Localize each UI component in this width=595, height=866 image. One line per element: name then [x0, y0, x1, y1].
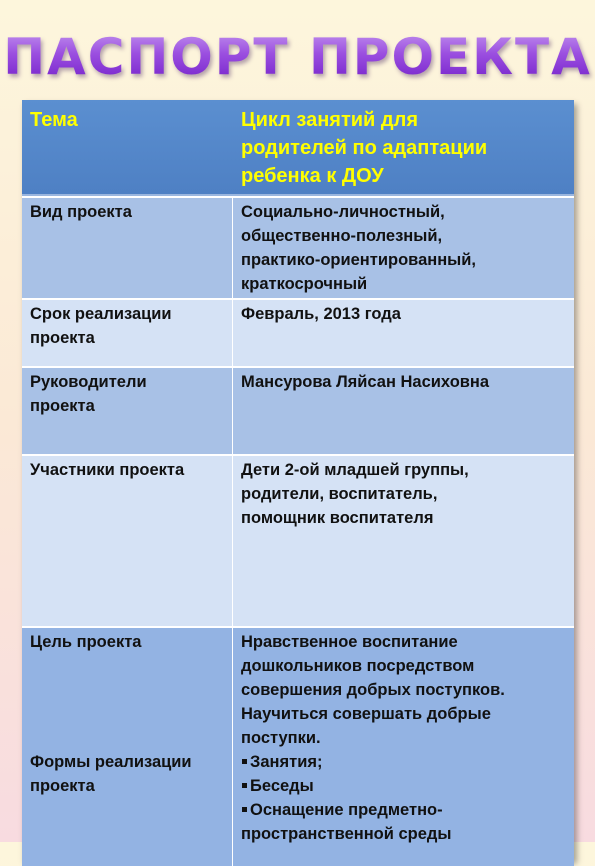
row-value-line: Дети 2-ой младшей группы,	[241, 461, 469, 479]
bullet-item: Оснащение предметно-	[241, 798, 566, 822]
row-key: Срок реализации	[30, 305, 172, 323]
table-row-leaders	[22, 366, 574, 454]
row-key-cell	[22, 368, 233, 454]
row-key-cell	[22, 198, 233, 298]
row-value-cell	[233, 368, 574, 454]
table-row-participants	[22, 454, 574, 626]
header-value-line: ребенка к ДОУ	[241, 165, 384, 187]
bullet-item: Занятия;	[241, 750, 566, 774]
row-value-line: помощник воспитателя	[241, 509, 434, 527]
row-value-cell	[233, 456, 574, 626]
row-value-line: Нравственное воспитание	[241, 633, 458, 651]
table-header-row	[22, 100, 574, 194]
row-key: Цель проекта	[30, 633, 142, 651]
row-key: Формы реализации	[30, 753, 192, 771]
row-key-spacer	[30, 654, 226, 750]
table-row-goal-and-forms	[22, 626, 574, 866]
header-value-line: родителей по адаптации	[241, 137, 488, 159]
header-value-line: Цикл занятий для	[241, 109, 418, 131]
row-key: Руководители	[30, 373, 147, 391]
row-value-line: краткосрочный	[241, 275, 368, 293]
row-value-line: Социально-личностный,	[241, 203, 445, 221]
header-key: Тема	[30, 109, 78, 131]
row-value-line: дошкольников посредством	[241, 657, 475, 675]
header-value-cell	[233, 100, 574, 194]
page-title: ПАСПОРТ ПРОЕКТА	[0, 22, 595, 92]
row-key-cell	[22, 456, 233, 626]
row-key: Вид проекта	[30, 203, 132, 221]
row-value-line: Научиться совершать добрые	[241, 705, 491, 723]
row-key: Участники проекта	[30, 461, 185, 479]
row-value-line: совершения добрых поступков.	[241, 681, 505, 699]
row-value-cell	[233, 198, 574, 298]
table-row-period	[22, 298, 574, 366]
row-key-cell	[22, 628, 233, 866]
row-value-line: пространственной среды	[241, 825, 452, 843]
row-key-cell	[22, 300, 233, 366]
row-value-line: поступки.	[241, 729, 321, 747]
row-key: проекта	[30, 329, 95, 347]
row-value-line: Мансурова Ляйсан Насиховна	[241, 373, 490, 391]
row-value-cell	[233, 300, 574, 366]
table-row-project-type	[22, 196, 574, 298]
row-value-cell	[233, 628, 574, 866]
bullet-item: Беседы	[241, 774, 566, 798]
header-key-cell	[22, 100, 233, 194]
row-value-line: общественно-полезный,	[241, 227, 443, 245]
row-key: проекта	[30, 777, 95, 795]
row-key: проекта	[30, 397, 95, 415]
row-value-line: родители, воспитатель,	[241, 485, 438, 503]
row-value-line: Февраль, 2013 года	[241, 305, 401, 323]
project-passport-table	[22, 100, 574, 860]
row-value-line: практико-ориентированный,	[241, 251, 476, 269]
